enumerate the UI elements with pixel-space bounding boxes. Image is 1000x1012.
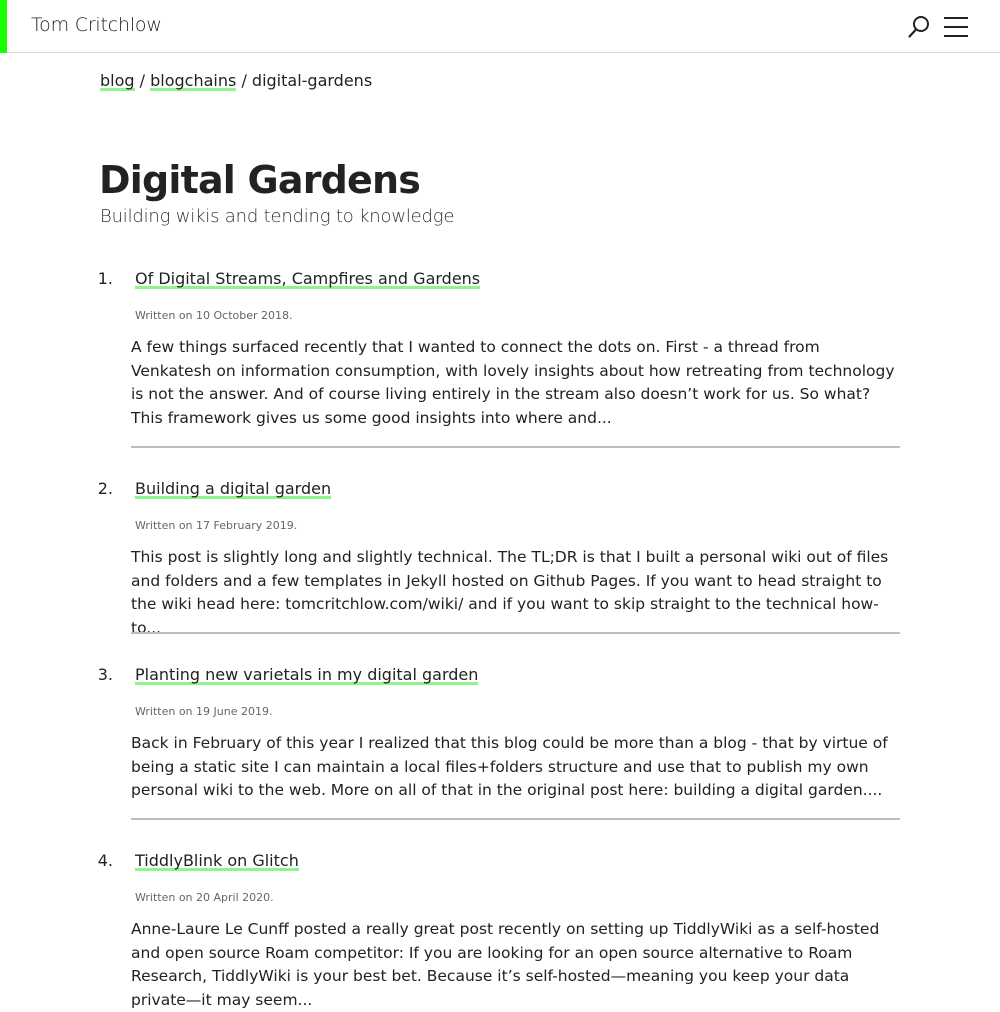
breadcrumb-separator: /: [241, 71, 247, 90]
site-title-link[interactable]: Tom Critchlow: [31, 14, 162, 36]
page-title: Digital Gardens: [99, 158, 421, 202]
post-excerpt: This post is slightly long and slightly technical. The TL;DR is that I built a personal wiki out of files and folders and a few templates in Jekyll hosted on Github Pages. If you want to head straight to the wiki head here: tomcritchlow.com/wiki/ and if you want to skip straight to the technical how-to...: [131, 548, 889, 637]
post-date: Written on 17 February 2019.: [135, 519, 298, 532]
page-subtitle: Building wikis and tending to knowledge: [100, 206, 455, 227]
post-title-link[interactable]: Of Digital Streams, Campfires and Gardens: [135, 269, 481, 288]
breadcrumb-separator: /: [139, 71, 146, 90]
post-excerpt: A few things surfaced recently that I wanted to connect the dots on. First - a thread from Venkatesh on information consumption, with lovely insights about how retreating from technology is not the answer. And of course living entirely in the stream also doesn’t work for us. So what? This framework gives us some good insights into where and...: [131, 338, 895, 427]
post-title-link[interactable]: TiddlyBlink on Glitch: [135, 851, 299, 870]
accent-bar: [0, 0, 7, 53]
post-excerpt: Anne-Laure Le Cunff posted a really great post recently on setting up TiddlyWiki as a self-hosted and open source Roam competitor: If you are looking for an open source alternative to Roam Research, TiddlyWiki is your best bet. Because it’s self-hosted—meaning you keep your data private—it may seem...: [131, 920, 880, 1009]
post-number: 4.: [97, 851, 113, 870]
post-excerpt: Back in February of this year I realized that this blog could be more than a blog - that by virtue of being a static site I can maintain a local files+folders structure and use that to publish my own personal wiki to the web. More on all of that in the original post here: building a digital garden....: [131, 734, 888, 799]
post-number: 1.: [97, 269, 113, 288]
post-divider: [131, 818, 900, 820]
post-date: Written on 19 June 2019.: [135, 705, 273, 718]
site-header: [0, 0, 1000, 53]
search-icon[interactable]: [906, 14, 932, 40]
post-date: Written on 20 April 2020.: [135, 891, 274, 904]
breadcrumb: [100, 71, 372, 90]
post-title-link[interactable]: Building a digital garden: [135, 479, 332, 498]
breadcrumb-current: digital-gardens: [251, 71, 373, 90]
post-date: Written on 10 October 2018.: [135, 309, 293, 322]
post-title-link[interactable]: Planting new varietals in my digital garden: [135, 665, 479, 684]
post-divider: [131, 446, 900, 448]
post-number: 2.: [97, 479, 113, 498]
post-number: 3.: [97, 665, 113, 684]
breadcrumb-link-blogchains[interactable]: blogchains: [150, 71, 237, 90]
post-divider: [131, 632, 900, 634]
menu-icon[interactable]: [943, 16, 969, 38]
breadcrumb-link-blog[interactable]: blog: [100, 71, 135, 90]
